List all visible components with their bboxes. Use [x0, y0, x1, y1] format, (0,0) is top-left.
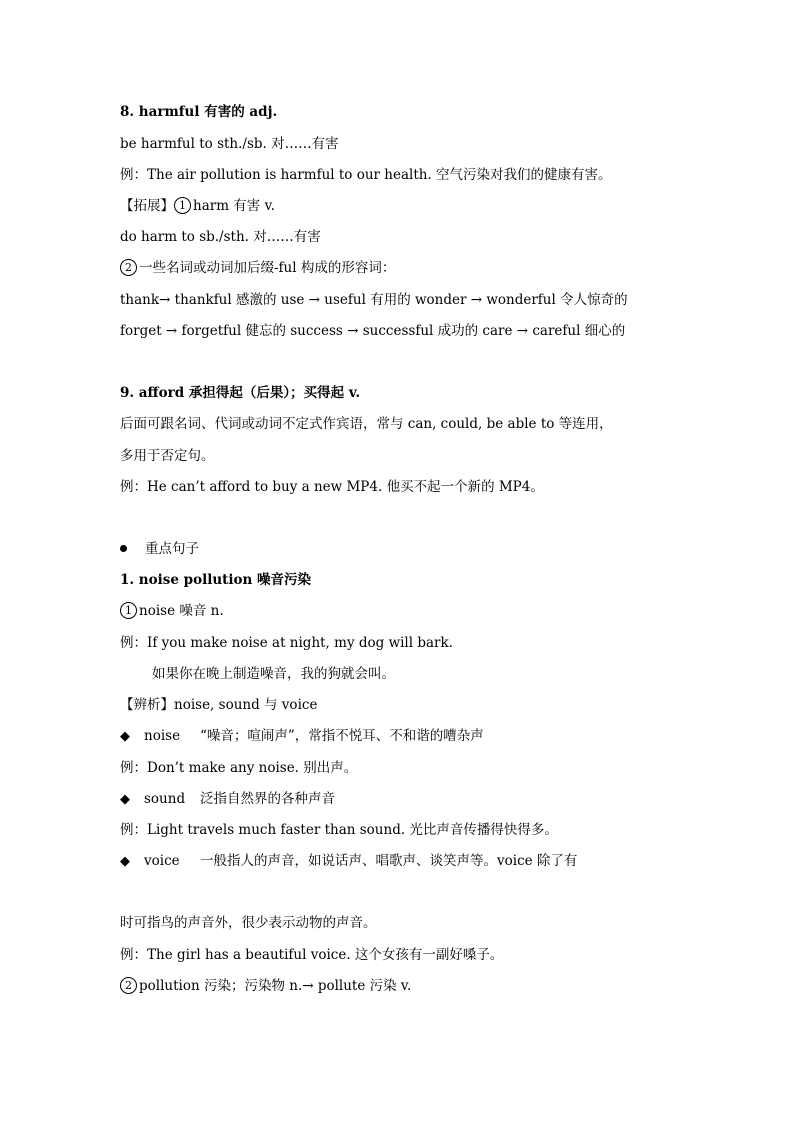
diamond-bullet-icon: ◆ — [120, 792, 130, 807]
key-bullet-sound — [120, 789, 335, 809]
key-example-4: 例：The girl has a beautiful voice. 这个女孩有一副好嗓子。 — [120, 947, 504, 963]
key-noise-def — [120, 601, 224, 621]
bullet-text: 一般指人的声音，如说话声、唱歌声、谈笑声等。voice 除了有 — [200, 853, 578, 869]
section-9-usage-2: 多用于否定句。 — [120, 448, 215, 464]
key-pollution-def — [120, 976, 411, 996]
key-voice-continued: 时可指鸟的声音外，很少表示动物的声音。 — [120, 915, 377, 931]
extension-label: 【拓展】 — [120, 198, 174, 214]
key-distinction: 【辨析】noise, sound 与 voice — [120, 697, 318, 713]
section-8-example: 例：The air pollution is harmful to our health. 空气污染对我们的健康有害。 — [120, 167, 612, 183]
key-example-2: 例：Don’t make any noise. 别出声。 — [120, 760, 358, 776]
circled-number-icon: 1 — [120, 602, 137, 619]
diamond-bullet-icon: ◆ — [120, 729, 130, 744]
circled-number-icon: 2 — [120, 977, 137, 994]
section-8-extension — [120, 196, 275, 216]
key-bullet-noise — [120, 726, 484, 746]
circled-number-icon: 2 — [120, 259, 137, 276]
noise-def-text: noise 噪音 n. — [139, 603, 224, 619]
suffix-note-text: 一些名词或动词加后缀-ful 构成的形容词： — [139, 260, 396, 276]
extension-text: harm 有害 v. — [193, 198, 275, 214]
key-example-3: 例：Light travels much faster than sound. 光比声音传播得快得多。 — [120, 822, 558, 838]
section-8-phrase-2: do harm to sb./sth. 对……有害 — [120, 229, 321, 245]
key-example-1: 例：If you make noise at night, my dog will bark. — [120, 635, 453, 651]
bullet-text: 泛指自然界的各种声音 — [200, 791, 335, 807]
section-8-phrase: be harmful to sth./sb. 对……有害 — [120, 136, 339, 152]
section-8-word-list-2: forget → forgetful 健忘的 success → successful 成功的 care → careful 细心的 — [120, 323, 626, 339]
key-sentences-heading — [120, 539, 199, 559]
bullet-text: “噪音；喧闹声”，常指不悦耳、不和谐的嘈杂声 — [200, 728, 484, 744]
key-bullet-voice — [120, 851, 577, 871]
section-9-example: 例：He can’t afford to buy a new MP4. 他买不起一个新的 MP4。 — [120, 479, 544, 495]
bullet-dot-icon — [120, 545, 127, 552]
key-title: 1. noise pollution 噪音污染 — [120, 572, 312, 588]
section-9-title: 9. afford 承担得起（后果）；买得起 v. — [120, 385, 361, 401]
key-example-1-translation: 如果你在晚上制造噪音，我的狗就会叫。 — [152, 666, 395, 682]
circled-number-icon: 1 — [174, 197, 191, 214]
bullet-word: voice — [144, 853, 180, 869]
pollution-def-text: pollution 污染；污染物 n.→ pollute 污染 v. — [139, 978, 412, 994]
section-8-word-list-1: thank→ thankful 感激的 use → useful 有用的 wonder → wonderful 令人惊奇的 — [120, 292, 628, 308]
section-8-title: 8. harmful 有害的 adj. — [120, 104, 278, 120]
section-9-usage-1: 后面可跟名词、代词或动词不定式作宾语，常与 can, could, be able to 等连用， — [120, 416, 613, 432]
diamond-bullet-icon: ◆ — [120, 854, 130, 869]
bullet-word: noise — [144, 728, 181, 744]
key-sentences-label: 重点句子 — [145, 541, 199, 557]
bullet-word: sound — [144, 791, 186, 807]
section-8-suffix-note — [120, 258, 395, 278]
